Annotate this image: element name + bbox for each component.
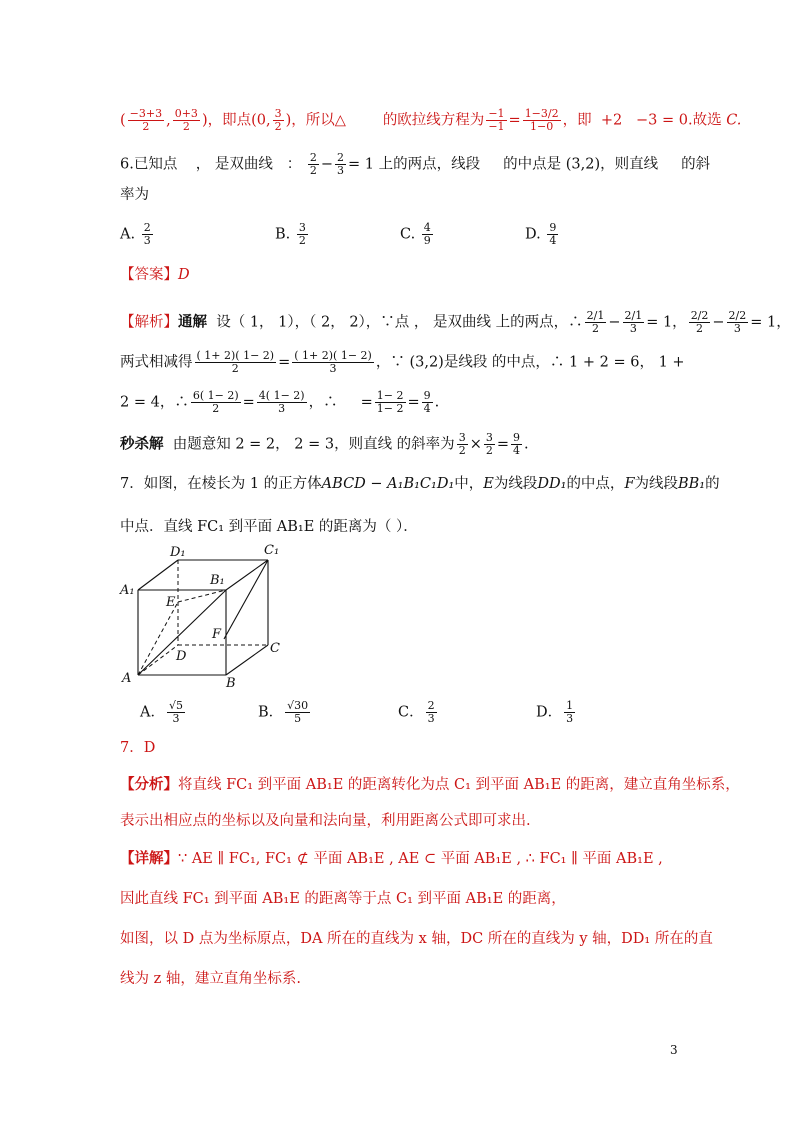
frac: $\frac{√5}{3}$ xyxy=(168,699,183,725)
frac: $\frac{1-3/2}{1-0}$ xyxy=(524,107,559,133)
frac: $\frac{2}{3}$ xyxy=(427,699,435,725)
q7-option-c: C． $\frac{2}{3}$ xyxy=(398,699,435,725)
cube-figure xyxy=(118,540,293,690)
frac: $\frac{2/2}{2}$ xyxy=(690,309,709,335)
frac: $\frac{3}{2}$ xyxy=(485,431,493,457)
q6-quick-solution: 秒杀解 由题意知 2 = 2， 2 = 3，则直线 的斜率为 $\frac{3}{2}$ × $\frac{3}{2}$ = $\frac{9}{4}$ . xyxy=(120,431,529,457)
label-a: A xyxy=(122,671,132,686)
frac: $\frac{( 1+ 2)( 1- 2)}{3}$ xyxy=(294,349,372,375)
frac: $\frac{2/2}{3}$ xyxy=(728,309,747,335)
frac: $\frac{2}{2}$ xyxy=(309,151,317,177)
frac: $\frac{3}{2}$ xyxy=(298,221,306,247)
q7-option-a: A． $\frac{√5}{3}$ xyxy=(140,699,183,725)
q7-analysis-line1: 【分析】将直线 FC₁ 到平面 AB₁E 的距离转化为点 C₁ 到平面 AB₁E 的距离，建立直角坐标系， xyxy=(120,776,740,793)
q6-option-c: C. $\frac{4}{9}$ xyxy=(400,221,431,247)
frac: $\frac{2}{3}$ xyxy=(143,221,151,247)
q7-detail-line2: 因此直线 FC₁ 到平面 AB₁E 的距离等于点 C₁ 到平面 AB₁E 的距离， xyxy=(120,891,566,907)
q7-detail-line4: 线为 z 轴，建立直角坐标系. xyxy=(120,971,301,987)
frac: $\frac{1- 2}{1- 2}$ xyxy=(376,389,404,415)
q6-option-b: B. $\frac{3}{2}$ xyxy=(275,221,306,247)
label-a1: A₁ xyxy=(120,583,135,598)
frac: $\frac{2/1}{3}$ xyxy=(624,309,643,335)
frac: $\frac{4}{9}$ xyxy=(423,221,431,247)
frac: $\frac{1}{3}$ xyxy=(566,699,574,725)
frac: $\frac{9}{4}$ xyxy=(423,389,431,415)
frac: $\frac{-3+3}{2}$ xyxy=(129,107,163,133)
frac: $\frac{2}{3}$ xyxy=(336,151,344,177)
frac: $\frac{-1}{-1}$ xyxy=(488,107,505,133)
q7-answer: 7．D xyxy=(120,740,156,756)
frac: $\frac{3}{2}$ xyxy=(458,431,466,457)
q7-analysis-line2: 表示出相应点的坐标以及向量和法向量，利用距离公式即可求出. xyxy=(120,813,531,829)
label-e: E xyxy=(166,595,176,610)
label-b1: B₁ xyxy=(210,573,225,588)
q7-option-d: D． $\frac{1}{3}$ xyxy=(536,699,574,725)
frac: $\frac{9}{4}$ xyxy=(513,431,520,457)
frac: $\frac{( 1+ 2)( 1- 2)}{2}$ xyxy=(196,349,275,375)
q6-stem-line2: 率为 xyxy=(120,187,149,203)
label-c1: C₁ xyxy=(264,543,280,558)
prev-solution-line: ( $\frac{-3+3}{2}$ , $\frac{0+3}{2}$ )，即点(0, $\frac{3}{2}$ )，所以△ 的欧拉线方程为 $\frac{-1}{-1}$ = $\frac{1-3/2}{1-0}$ ，即 +2 −3 = 0.故选 C. xyxy=(120,107,742,133)
q6-stem-line1: 6.已知点 ， 是双曲线 ： $\frac{2}{2}$ − $\frac{2}{3}$ = 1 上的两点，线段 的中点是 (3,2)，则直线 的斜 xyxy=(120,151,711,177)
frac: $\frac{9}{4}$ xyxy=(549,221,557,247)
q6-solution-line2: 两式相减得 $\frac{( 1+ 2)( 1- 2)}{2}$ = $\frac{( 1+ 2)( 1- 2)}{3}$ ，∵ (3,2)是线段 的中点，∴ 1 + 2 = 6， 1 + xyxy=(120,349,685,375)
frac: $\frac{0+3}{2}$ xyxy=(174,107,198,133)
label-d: D xyxy=(176,649,187,664)
frac: $\frac{4( 1- 2)}{3}$ xyxy=(258,389,305,415)
frac: $\frac{3}{2}$ xyxy=(274,107,282,133)
q6-option-a: A. $\frac{2}{3}$ xyxy=(120,221,151,247)
label-f: F xyxy=(212,627,222,642)
q7-stem-line1: 7．如图，在棱长为 1 的正方体ABCD − A₁B₁C₁D₁中，E为线段DD₁的中点，F为线段BB₁的 xyxy=(120,476,720,492)
q7-detail-line1: 【详解】∵ AE ∥ FC₁, FC₁ ⊄ 平面 AB₁E , AE ⊂ 平面 AB₁E , ∴ FC₁ ∥ 平面 AB₁E , xyxy=(120,850,663,867)
label-d1: D₁ xyxy=(170,545,186,560)
frac: $\frac{√30}{5}$ xyxy=(287,699,309,725)
q6-option-d: D. $\frac{9}{4}$ xyxy=(525,221,557,247)
frac: $\frac{6( 1- 2)}{2}$ xyxy=(192,389,239,415)
label-c: C xyxy=(270,641,280,656)
q6-solution-line3: 2 = 4，∴ $\frac{6( 1- 2)}{2}$ = $\frac{4( 1- 2)}{3}$ ，∴ = $\frac{1- 2}{1- 2}$ = $\frac{9}{4}$ . xyxy=(120,389,440,415)
label-b: B xyxy=(226,676,236,690)
frac: $\frac{2/1}{2}$ xyxy=(586,309,605,335)
q7-detail-line3: 如图，以 D 点为坐标原点，DA 所在的直线为 x 轴，DC 所在的直线为 y 轴，DD₁ 所在的直 xyxy=(120,931,713,947)
q6-solution-line1: 【解析】通解 设（ 1， 1），（ 2， 2），∵点 ， 是双曲线 上的两点，∴ $\frac{2/1}{2}$ − $\frac{2/1}{3}$ = 1， $\frac{2/2}{2}$ − $\frac{2/2}{3}$ = 1， xyxy=(120,309,791,335)
page-number: 3 xyxy=(670,1043,678,1057)
q6-answer: 【答案】D xyxy=(120,267,190,283)
q7-option-b: B． $\frac{√30}{5}$ xyxy=(258,699,309,725)
q7-stem-line2: 中点．直线 FC₁ 到平面 AB₁E 的距离为（ ）． xyxy=(120,519,418,535)
